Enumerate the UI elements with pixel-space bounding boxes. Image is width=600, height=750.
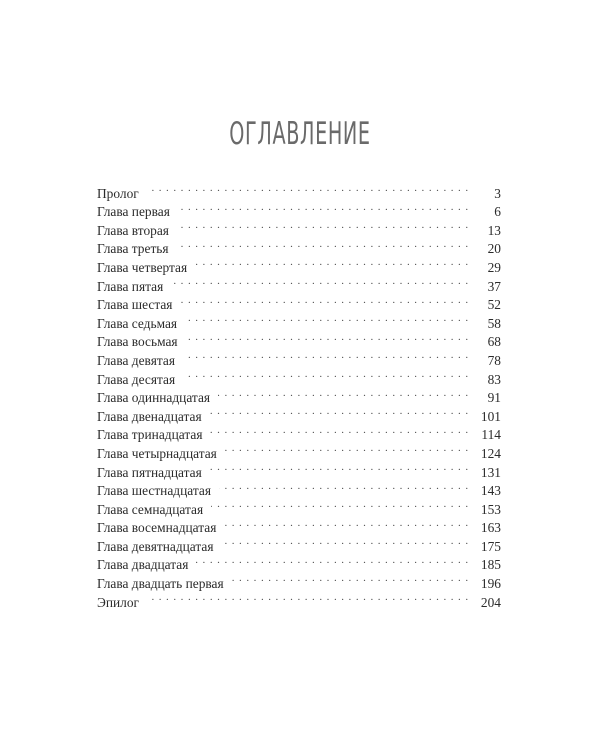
toc-entry-page-number: 91 bbox=[487, 390, 501, 406]
toc-entry-page-number: 143 bbox=[480, 483, 501, 499]
toc-entry-label: Глава первая bbox=[97, 204, 170, 220]
toc-entry-label: Глава вторая bbox=[97, 222, 169, 238]
toc-entry-label: Глава двадцатая bbox=[97, 557, 189, 573]
toc-entry-page-number: 6 bbox=[494, 204, 501, 220]
toc-dot-leader bbox=[210, 402, 469, 421]
toc-entry-label: Глава двадцать первая bbox=[97, 576, 224, 592]
toc-entry-label: Глава восемнадцатая bbox=[97, 520, 217, 536]
toc-entry-label: Глава седьмая bbox=[97, 315, 178, 331]
toc-entry-page-number: 175 bbox=[480, 538, 501, 554]
toc-entry-label: Глава девятнадцатая bbox=[97, 538, 214, 554]
table-of-contents bbox=[97, 179, 501, 610]
toc-dot-leader bbox=[219, 477, 469, 496]
toc-dot-leader bbox=[186, 328, 469, 347]
toc-entry-page-number: 101 bbox=[480, 408, 501, 424]
toc-entry-page-number: 78 bbox=[487, 352, 501, 368]
toc-entry-label: Эпилог bbox=[97, 594, 140, 610]
toc-entry-page-number: 131 bbox=[480, 464, 501, 480]
toc-entry-page-number: 196 bbox=[480, 576, 501, 592]
toc-entry-label: Глава шестнадцатая bbox=[97, 483, 211, 499]
toc-dot-leader bbox=[147, 179, 469, 198]
toc-entry-label: Глава восьмая bbox=[97, 334, 178, 350]
toc-dot-leader bbox=[224, 514, 469, 533]
toc-entry-label: Глава пятая bbox=[97, 278, 164, 294]
toc-entry-label: Глава семнадцатая bbox=[97, 501, 204, 517]
toc-entry[interactable] bbox=[97, 588, 501, 610]
toc-dot-leader bbox=[185, 309, 469, 328]
toc-entry-page-number: 52 bbox=[487, 297, 501, 313]
toc-entry-page-number: 13 bbox=[487, 222, 501, 238]
toc-dot-leader bbox=[222, 532, 469, 551]
toc-entry-page-number: 185 bbox=[480, 557, 501, 573]
toc-entry-label: Пролог bbox=[97, 185, 139, 201]
toc-entry[interactable] bbox=[97, 198, 501, 220]
toc-entry-label: Глава тринадцатая bbox=[97, 427, 203, 443]
toc-entry-label: Глава девятая bbox=[97, 352, 175, 368]
toc-dot-leader bbox=[177, 235, 469, 254]
toc-entry-label: Глава десятая bbox=[97, 371, 176, 387]
toc-entry-label: Глава третья bbox=[97, 241, 169, 257]
toc-entry-label: Глава четырнадцатая bbox=[97, 445, 217, 461]
toc-entry-label: Глава одиннадцатая bbox=[97, 390, 211, 406]
toc-entry-page-number: 29 bbox=[487, 259, 501, 275]
toc-entry-page-number: 20 bbox=[487, 241, 501, 257]
toc-dot-leader bbox=[171, 272, 469, 291]
toc-dot-leader bbox=[210, 458, 469, 477]
toc-entry-label: Глава шестая bbox=[97, 297, 173, 313]
toc-entry-page-number: 37 bbox=[487, 278, 501, 294]
page-title: ОГЛАВЛЕНИЕ bbox=[229, 115, 371, 152]
toc-entry-page-number: 114 bbox=[481, 427, 501, 443]
toc-dot-leader bbox=[147, 588, 469, 607]
toc-dot-leader bbox=[211, 495, 469, 514]
toc-dot-leader bbox=[225, 439, 469, 458]
toc-dot-leader bbox=[180, 291, 469, 310]
toc-entry-page-number: 3 bbox=[494, 185, 501, 201]
toc-entry-page-number: 163 bbox=[480, 520, 501, 536]
toc-entry-page-number: 68 bbox=[487, 334, 501, 350]
toc-entry-label: Глава четвертая bbox=[97, 259, 188, 275]
toc-dot-leader bbox=[210, 421, 469, 440]
toc-entry-page-number: 204 bbox=[480, 594, 501, 610]
toc-entry-label: Глава двенадцатая bbox=[97, 408, 202, 424]
toc-entry-page-number: 124 bbox=[480, 445, 501, 461]
toc-dot-leader bbox=[183, 365, 469, 384]
toc-dot-leader bbox=[218, 384, 469, 403]
toc-dot-leader bbox=[195, 253, 469, 272]
toc-entry-page-number: 83 bbox=[487, 371, 501, 387]
toc-dot-leader bbox=[232, 569, 469, 588]
toc-dot-leader bbox=[183, 346, 469, 365]
toc-entry[interactable] bbox=[97, 179, 501, 201]
toc-entry-page-number: 153 bbox=[480, 501, 501, 517]
toc-dot-leader bbox=[178, 198, 469, 217]
toc-dot-leader bbox=[196, 551, 469, 570]
toc-entry-page-number: 58 bbox=[487, 315, 501, 331]
toc-entry-label: Глава пятнадцатая bbox=[97, 464, 202, 480]
toc-dot-leader bbox=[177, 216, 469, 235]
